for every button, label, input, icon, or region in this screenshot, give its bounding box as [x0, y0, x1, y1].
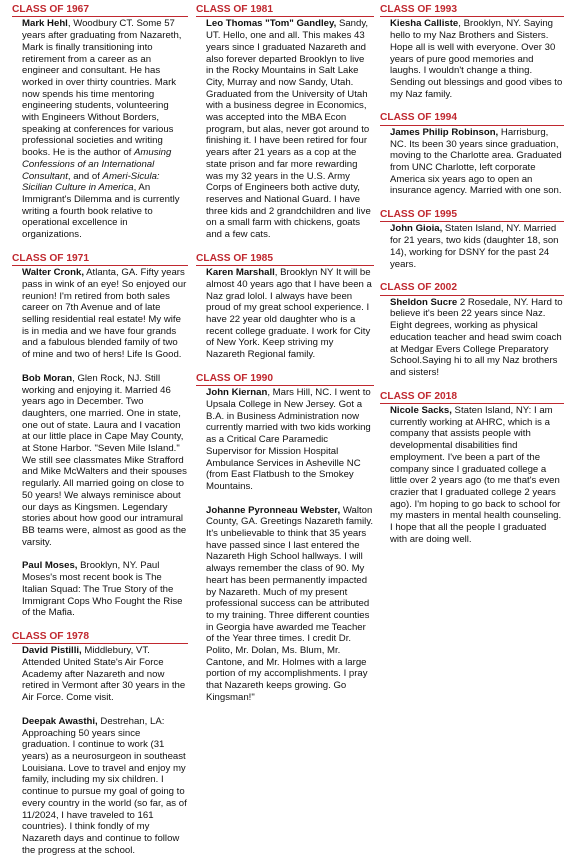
class-heading-1994: CLASS OF 1994 [380, 112, 564, 125]
class-heading-2002: CLASS OF 2002 [380, 282, 564, 295]
classnote-tom-gandley [196, 18, 374, 240]
classnote-mark-hehl [12, 18, 188, 240]
classmate-name: Bob Moran [22, 372, 73, 384]
classnote-text: , Brooklyn NY It will be almost 40 years ago that I have been a Naz grad lolol. I always have been proud of my great school experience. I have 22 year old daughter who is a recent college graduate. I work for City of New York. Keep striving my Nazareth Regional family. [206, 267, 372, 361]
classnote-john-kiernan [196, 387, 374, 492]
classmate-name: Leo Thomas "Tom" Gandley, [206, 18, 337, 30]
classnote-james-robinson [380, 127, 564, 197]
classnote-walter-cronk [12, 267, 188, 361]
classmate-name: Sheldon Sucre [390, 296, 458, 308]
class-heading-1990: CLASS OF 1990 [196, 373, 374, 386]
book-title: Amusing Confessions of an International Consultant [22, 147, 172, 182]
classmate-name: Kiesha Calliste [390, 18, 459, 30]
classmate-name: David Pistilli, [22, 645, 82, 657]
class-heading-1971: CLASS OF 1971 [12, 253, 188, 266]
classmate-name: Walter Cronk, [22, 267, 85, 279]
classnote-nicole-sacks [380, 405, 564, 545]
class-heading-1993: CLASS OF 1993 [380, 4, 564, 17]
classnote-text: Sandy, UT. Hello, one and all. This makes 43 years since I graduated Nazareth and also forever departed Brooklyn to live in the Rocky Mountains in Salt Lake City, Murray and now Sandy, Utah. Graduated from the University of Utah with a business degree in Economics, was accepted into the MBA Econ program, but alas, never got around to finishing it. I have been retired for four years after 21 years as a cop at the state prison and far more rewarding was my 32 years in the U.S. Army Corps of Engineers both active duty, reserves and National Guard. I have three kids and 2 grandchildren and live on a small farm with chickens, goats and a few cats. [206, 18, 371, 241]
classnote-karen-marshall [196, 267, 374, 361]
classmate-name: John Gioia, [390, 223, 443, 235]
classnote-text: Staten Island, NY. Married for 21 years, two kids (daughter 18, son 14), working for DSNY for the past 24 years. [390, 223, 559, 270]
classnote-text: , and of [67, 170, 103, 182]
column-left [12, 4, 188, 868]
classnote-deepak-awasthi [12, 716, 188, 856]
classnote-text: , Woodbury CT. Some 57 years after graduating from Nazareth, Mark is finally transitioning into retirement from a career as an engineer and consultant. He has worked in over thirty countries. Mark now spends his time mentoring engineering students, volunteering with Engineers Without Borders, speaking at conferences for various professional societies and writing books. He is the author of [22, 18, 182, 159]
class-heading-2018: CLASS OF 2018 [380, 391, 564, 404]
column-middle [196, 4, 374, 716]
classnote-text: , An Immigrant's Dilemma and is currently writing a fourth book relative to operational excellence in organizations. [22, 182, 180, 241]
classnote-text: Staten Island, NY: I am currently working at AHRC, which is a company that assists people with developmental disabilities find employment. I've been a part of the company since I graduated college a little over 2 years ago (to me that's even crazier that I graduated college 2 years ago). I'm hoping to go back to school for my masters in mental health counseling. I hope that all the people I graduated with are doing well. [390, 405, 562, 545]
classnote-text: , Brooklyn, NY. Saying hello to my Naz Brothers and Sisters. Hope all is well with everyone. Over 30 years of pure good memories and laughs. I wouldn't change a thing. Sending out blessings and good vibes to my Naz family. [390, 18, 563, 100]
class-heading-1995: CLASS OF 1995 [380, 209, 564, 222]
classmate-name: Karen Marshall [206, 267, 275, 279]
classmate-name: Deepak Awasthi, [22, 715, 98, 727]
classnote-text: Destrehan, LA: Approaching 50 years since graduation. I continue to work (31 years) as a neurosurgeon in southeast Louisiana. Love to travel and enjoy my family, including my six children. I continue to pursue my goal of going to every country in the world (so far, as of 11/2024, I have traveled to 161 countries). I think fondly of my Nazareth days and continue to follow the progress at the school. [22, 715, 187, 856]
classnote-johanne-webster [196, 505, 374, 704]
class-heading-1985: CLASS OF 1985 [196, 253, 374, 266]
class-heading-1967: CLASS OF 1967 [12, 4, 188, 17]
classnote-text: Middlebury, VT. Attended United State's Air Force Academy after Nazareth and now retired in Vermont after 30 years in the Air Force. Come visit. [22, 645, 186, 704]
classnote-john-gioia [380, 223, 564, 270]
book-title: Ameri-Sicula: Sicilian Culture in America [22, 170, 160, 194]
classnote-text: , Glen Rock, NJ. Still working and enjoying it. Married 46 years ago in December. Two daughters, one married. One in state, one out of state. Laura and I vacation at our little place in Cape May County, at Stone Harbor. "Seven Mile Island." We still see classmates Mike Strafford and Mike McWalters and their spouses regularly. All married going on close to 50 years! We always reminisce about our days as Kingsmen. Legendary stories about how good our intramural BB teams were, almost as good as the varsity. [22, 372, 187, 548]
classnote-sheldon-sucre [380, 297, 564, 379]
classnote-paul-moses [12, 560, 188, 619]
classnote-david-pistilli [12, 645, 188, 704]
column-right [380, 4, 564, 558]
classnote-kiesha-calliste [380, 18, 564, 100]
classnote-bob-moran [12, 373, 188, 549]
classmate-name: John Kiernan [206, 387, 268, 399]
classnote-text: 2 Rosedale, NY. Hard to believe it's been 22 years since Naz. Eight degrees, working as physical education teacher and head swim coach at Medgar Evers College Preparatory School.Saying hi to all my Naz brothers and sisters! [390, 296, 563, 378]
class-heading-1981: CLASS OF 1981 [196, 4, 374, 17]
classnote-text: , Mars Hill, NC. I went to Upsala College in New Jersey. Got a B.A. in Business Administration now currently married with two kids working as a Critical Care Paramedic Supervisor for Mission Hospital Ambulance Services in Asheville NC (from East Flatbush to the Smokey Mountains. [206, 387, 371, 492]
classmate-name: James Philip Robinson, [390, 126, 499, 138]
classnote-text: Harrisburg, NC. Its been 30 years since graduation, moving to the Charlotte area. Graduated from UNC Charlotte, left corporate America six years ago to open an insurance agency. Married with one son. [390, 126, 562, 197]
classnote-text: Brooklyn, NY. Paul Moses's most recent book is The Italian Squad: The True Story of the Immigrant Cops Who Fought the Rise of the Mafia. [22, 560, 183, 619]
classmate-name: Mark Hehl [22, 18, 68, 30]
classmate-name: Paul Moses, [22, 560, 78, 572]
classmate-name: Johanne Pyronneau Webster, [206, 504, 341, 516]
classmate-name: Nicole Sacks, [390, 405, 452, 417]
classnote-text: Walton County, GA. Greetings Nazareth family. It's unbelievable to think that 35 years have passed since I last entered the Nazareth High School hallways. I will always remember the class of 90. My heart has been permanently impacted by Nazareth. Much of my present professional success can be attributed to my training. Three different counties in Georgia have awarded me Teacher of the Year three times. I credit Dr. Polito, Mr. Dolan, Ms. Blum, Mr. Cantone, and Mr. Holmes with a large portion of my accomplishments. I pray that Nazareth keeps growing. Go Kingsman!" [206, 504, 374, 703]
class-heading-1978: CLASS OF 1978 [12, 631, 188, 644]
classnote-text: Atlanta, GA. Fifty years pass in wink of an eye! So enjoyed our reunion! I'm retired from both sales career on 7th Avenue and of late selling residential real estate! My wife is in media and we have four grands and a fabulous blended family of two of mine and two of hers! Life Is Good. [22, 267, 187, 361]
